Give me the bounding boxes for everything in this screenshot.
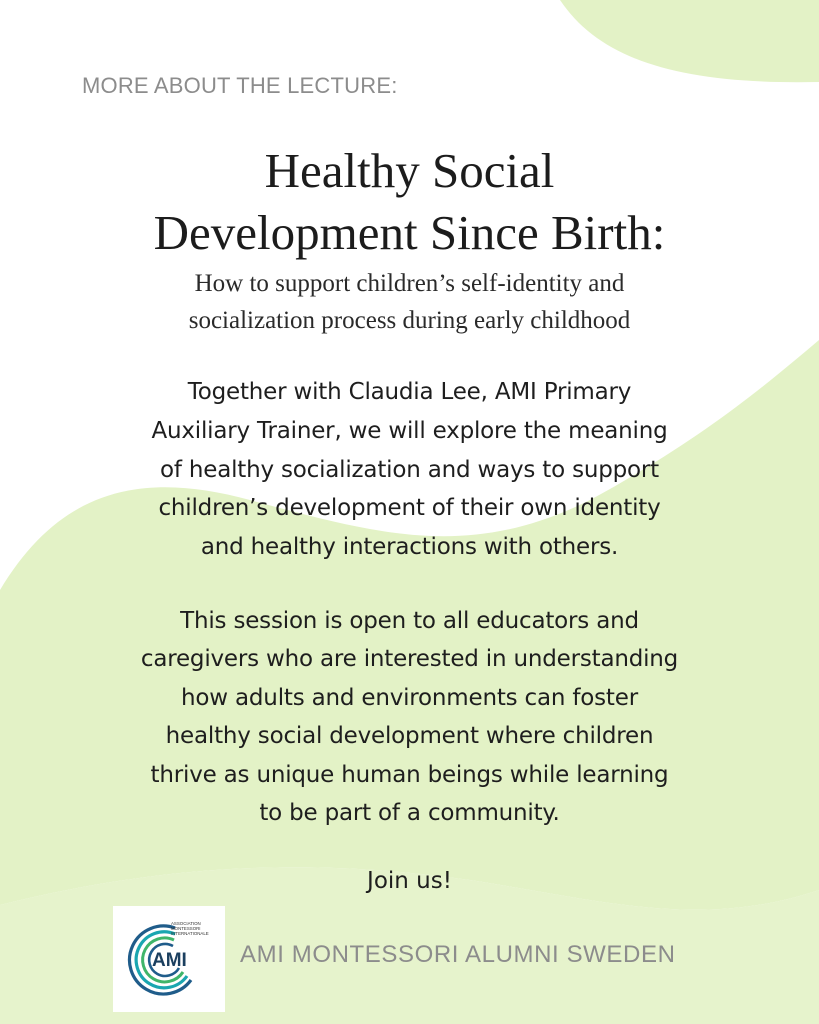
description-p2-line: healthy social development where children bbox=[165, 723, 654, 749]
description-p1-line: Together with Claudia Lee, AMI Primary bbox=[187, 379, 632, 405]
lecture-subtitle-line-2: socialization process during early childhood bbox=[188, 307, 631, 334]
logo-small-text: MONTESSORI bbox=[171, 926, 201, 931]
section-eyebrow: MORE ABOUT THE LECTURE: bbox=[82, 73, 398, 98]
join-us-text: Join us! bbox=[367, 868, 452, 894]
description-p1-line: of healthy socialization and ways to support bbox=[159, 457, 659, 483]
description-p1-line: children’s development of their own identity bbox=[158, 495, 661, 521]
description-p2-line: to be part of a community. bbox=[259, 800, 560, 826]
lecture-title-line-2: Development Since Birth: bbox=[153, 205, 666, 260]
organization-name: AMI MONTESSORI ALUMNI SWEDEN bbox=[240, 941, 676, 968]
logo-small-text: INTERNATIONALE bbox=[171, 931, 209, 936]
description-p2-line: how adults and environments can foster bbox=[181, 685, 638, 711]
lecture-title-line-1: Healthy Social bbox=[264, 143, 555, 198]
description-p2-line: caregivers who are interested in understanding bbox=[140, 646, 679, 672]
ami-logo-icon bbox=[113, 906, 225, 1012]
logo-small-text: ASSOCIATION bbox=[171, 921, 201, 926]
lecture-subtitle-line-1: How to support children’s self-identity and bbox=[194, 270, 625, 297]
description-p1-line: and healthy interactions with others. bbox=[200, 534, 619, 560]
description-p1-line: Auxiliary Trainer, we will explore the meaning bbox=[151, 418, 668, 444]
description-p2-line: This session is open to all educators and bbox=[180, 608, 639, 634]
description-p2-line: thrive as unique human beings while learning bbox=[150, 762, 669, 788]
logo-ami-text: AMI bbox=[152, 950, 187, 971]
ami-logo bbox=[113, 906, 225, 1012]
